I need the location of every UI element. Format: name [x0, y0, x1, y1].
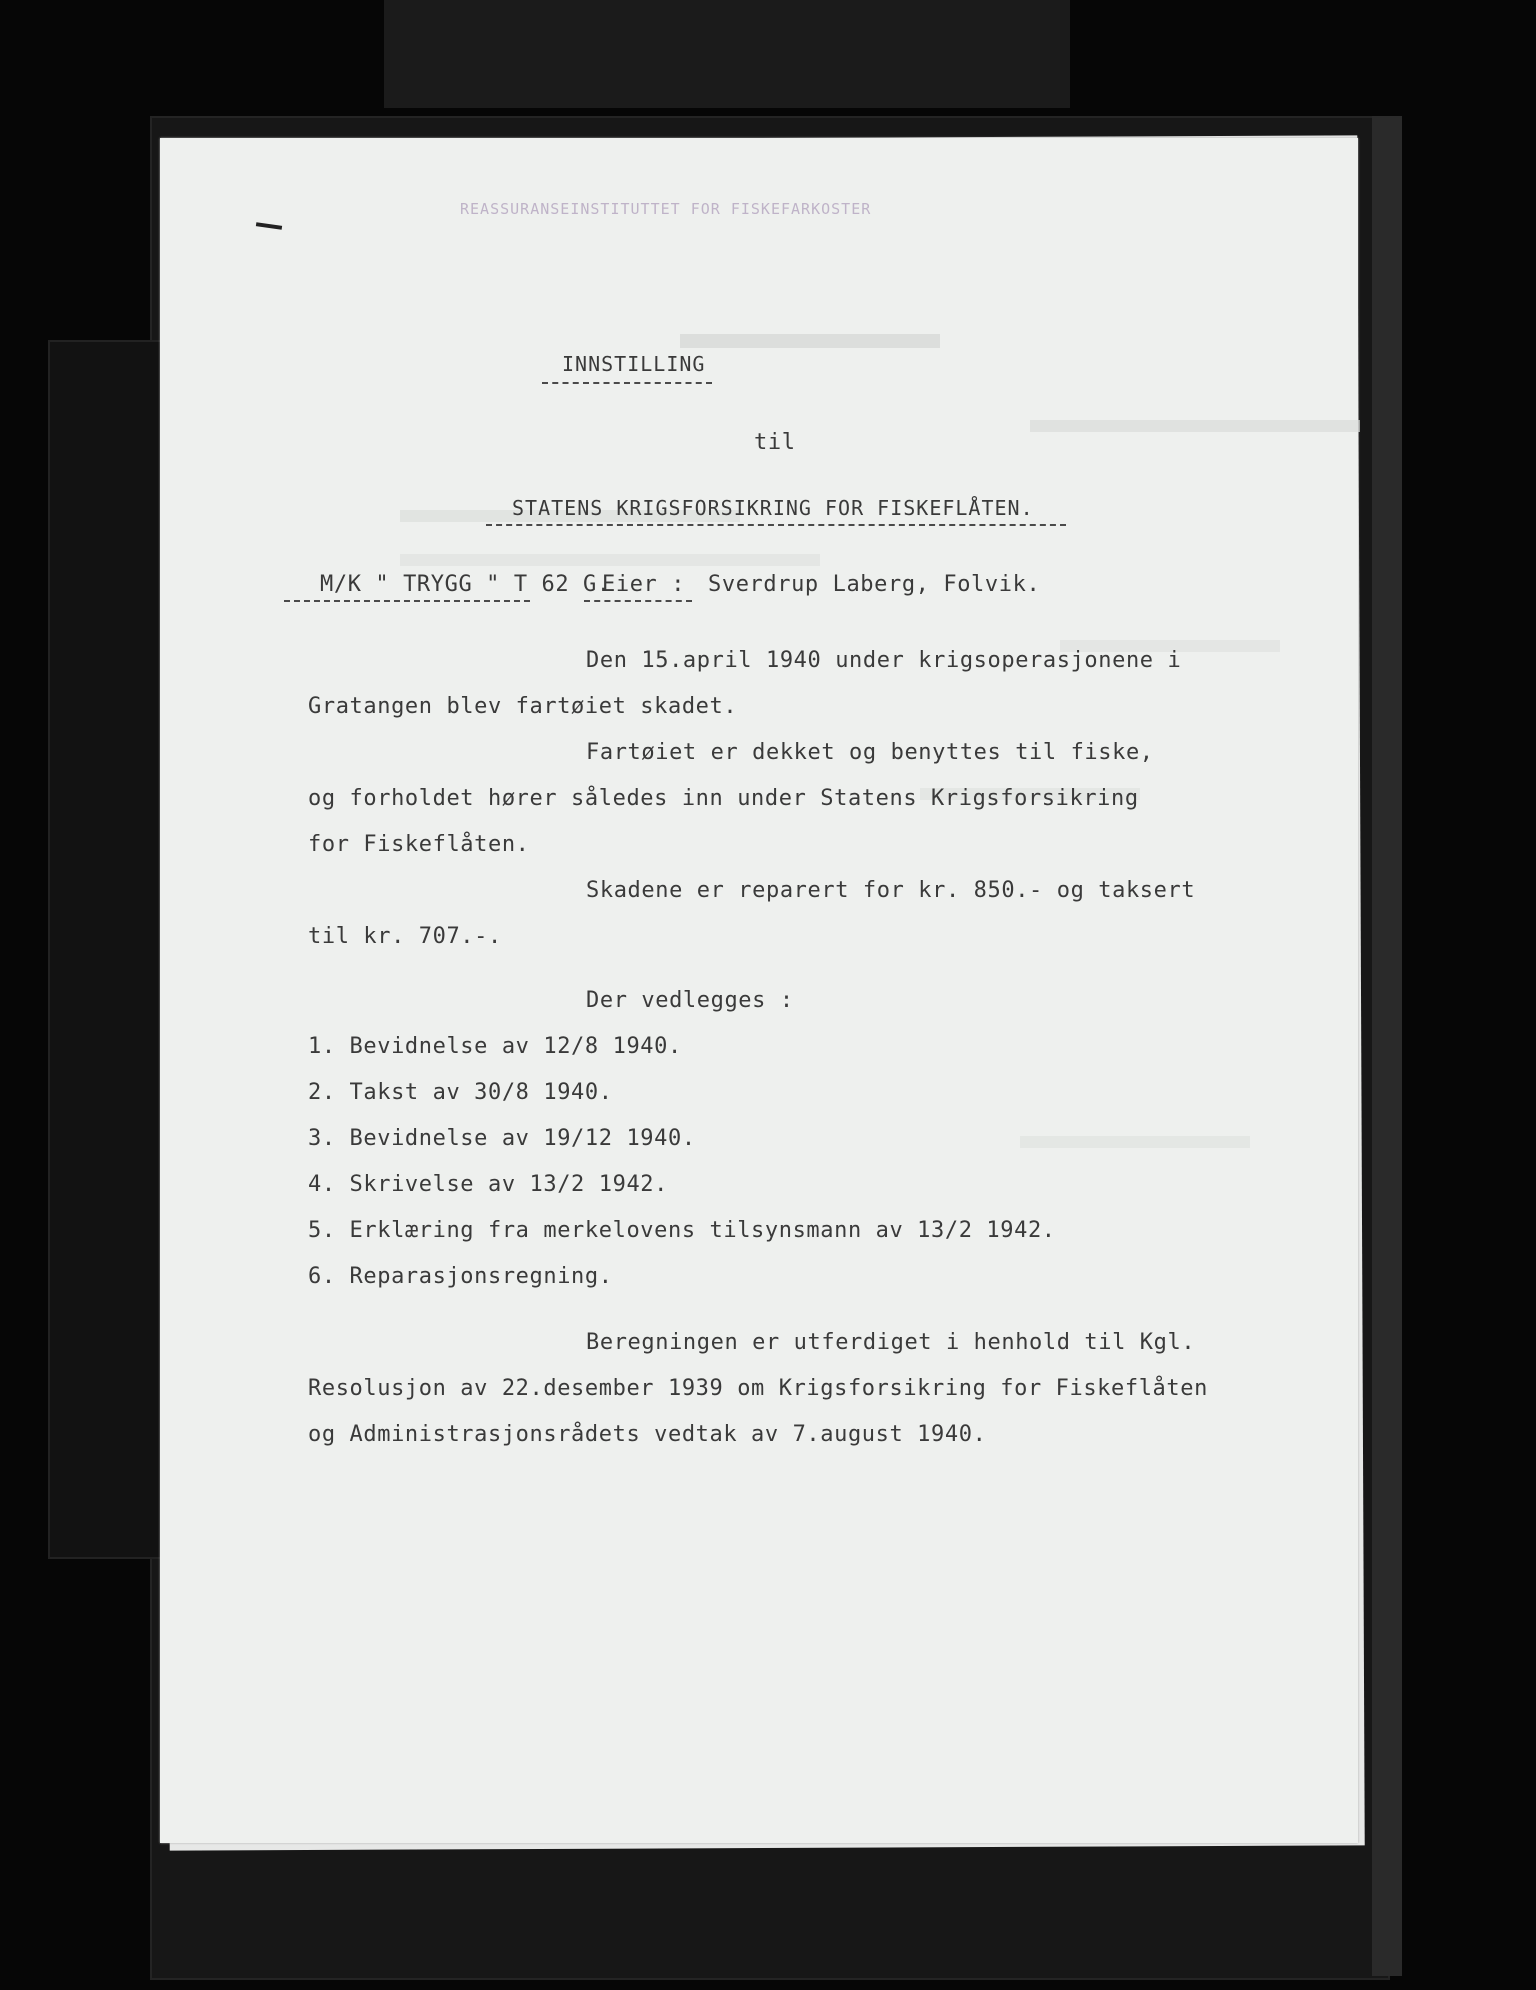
- attachment-item: 2. Takst av 30/8 1940.: [308, 1080, 613, 1105]
- closing-line: og Administrasjonsrådets vedtak av 7.august 1940.: [308, 1422, 987, 1447]
- vessel-name: M/K " TRYGG " T 62 G.: [320, 572, 611, 597]
- clipboard-clip: [384, 0, 1070, 108]
- pencil-mark: [256, 222, 282, 230]
- recipient-heading: STATENS KRIGSFORSIKRING FOR FISKEFLÅTEN.: [512, 496, 1034, 520]
- paragraph-line: og forholdet hører således inn under Statens Krigsforsikring: [308, 786, 1139, 811]
- attachment-item: 5. Erklæring fra merkelovens tilsynsmann av 13/2 1942.: [308, 1218, 1056, 1243]
- show-through-mark: [680, 334, 940, 348]
- institution-stamp: REASSURANSEINSTITUTTET FOR FISKEFARKOSTER: [460, 200, 872, 218]
- attachment-item: 3. Bevidnelse av 19/12 1940.: [308, 1126, 696, 1151]
- paragraph-line: Den 15.april 1940 under krigsoperasjonene i: [586, 648, 1182, 673]
- show-through-mark: [1020, 1136, 1250, 1148]
- attachment-item: 4. Skrivelse av 13/2 1942.: [308, 1172, 668, 1197]
- title-underline: [542, 382, 712, 384]
- closing-line: Beregningen er utferdiget i henhold til Kgl.: [586, 1330, 1196, 1355]
- document-page: [160, 138, 1358, 1843]
- attachment-item: 6. Reparasjonsregning.: [308, 1264, 613, 1289]
- paragraph-line: for Fiskeflåten.: [308, 832, 530, 857]
- attachment-item: 1. Bevidnelse av 12/8 1940.: [308, 1034, 682, 1059]
- owner-name: Sverdrup Laberg, Folvik.: [708, 572, 1041, 597]
- show-through-mark: [400, 554, 820, 566]
- recipient-underline: [486, 524, 1066, 526]
- paragraph-line: Fartøiet er dekket og benyttes til fiske,: [586, 740, 1154, 765]
- paragraph-line: til kr. 707.-.: [308, 924, 502, 949]
- paragraph-line: Gratangen blev fartøiet skadet.: [308, 694, 738, 719]
- owner-label: Eier :: [602, 572, 686, 597]
- owner-label-underline: [584, 600, 692, 602]
- vessel-underline: [284, 600, 530, 602]
- backing-board-left-edge: [48, 340, 162, 1559]
- document-title: INNSTILLING: [562, 352, 706, 376]
- backing-board-right-strip: [1372, 116, 1402, 1976]
- show-through-mark: [1030, 420, 1360, 432]
- attachments-intro: Der vedlegges :: [586, 988, 794, 1013]
- paragraph-line: Skadene er reparert for kr. 850.- og taksert: [586, 878, 1196, 903]
- addressed-to: til: [754, 430, 796, 455]
- closing-line: Resolusjon av 22.desember 1939 om Krigsforsikring for Fiskeflåten: [308, 1376, 1208, 1401]
